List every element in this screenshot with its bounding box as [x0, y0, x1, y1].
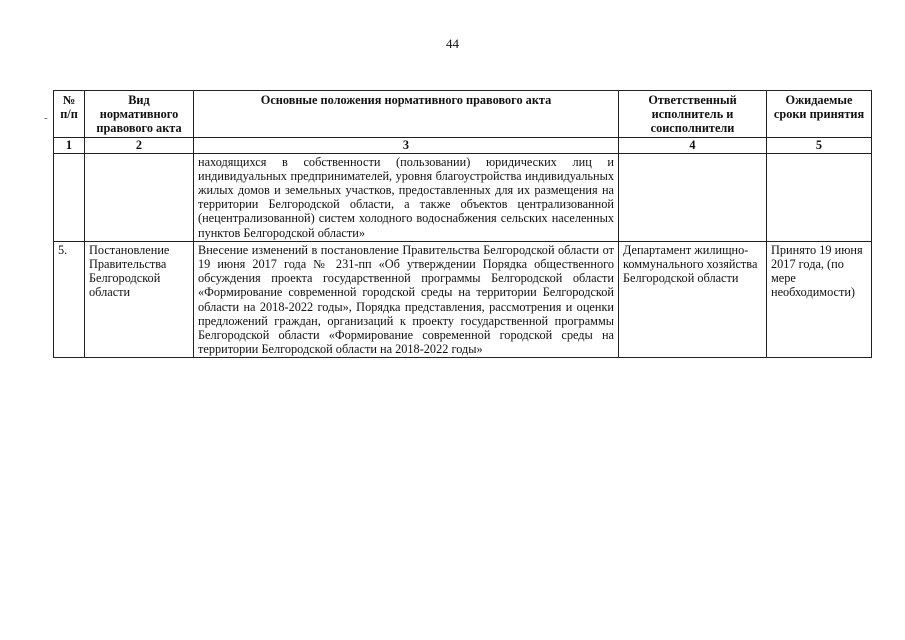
header-deadline: Ожидаемые сроки принятия	[767, 91, 872, 138]
header-responsible: Ответственный исполнитель и соисполнители	[619, 91, 767, 138]
column-number: 2	[85, 137, 194, 153]
row-number	[54, 153, 85, 241]
table-row	[54, 153, 872, 241]
table-header-row	[54, 91, 872, 138]
table-row	[54, 241, 872, 358]
responsible-party: Департамент жилищно-коммунального хозяйства Белгородской области	[619, 241, 767, 358]
expected-deadline: Принято 19 июня 2017 года, (по мере необходимости)	[767, 241, 872, 358]
responsible-party	[619, 153, 767, 241]
header-number: № п/п	[54, 91, 85, 138]
act-type	[85, 153, 194, 241]
column-number: 3	[194, 137, 619, 153]
page-number: 44	[446, 36, 459, 51]
row-number: 5.	[54, 241, 85, 358]
act-type: Постановление Правительства Белгородской области	[85, 241, 194, 358]
column-number: 5	[767, 137, 872, 153]
act-provisions: Внесение изменений в постановление Правительства Белгородской области от 19 июня 2017 года № 231-пп «Об утверждении Порядка общественного обсуждения проекта государственной программы Белгородской области «Формирование современной городской среды на территории Белгородской области на 2018-2022 годы», Порядка представления, рассмотрения и оценки предложений граждан, организаций к проекту государственной программы Белгородской области «Формирование современной городской среды на территории Белгородской области на 2018-2022 годы»	[194, 241, 619, 358]
margin-mark: -	[44, 112, 48, 124]
normative-acts-table	[53, 90, 872, 358]
column-number: 4	[619, 137, 767, 153]
column-number-row	[54, 137, 872, 153]
column-number: 1	[54, 137, 85, 153]
header-act-type: Вид нормативного правового акта	[85, 91, 194, 138]
expected-deadline	[767, 153, 872, 241]
act-provisions: находящихся в собственности (пользовании) юридических лиц и индивидуальных предпринимателей, уровня благоустройства индивидуальных жилых домов и земельных участков, предоставленных для их размещения на территории Белгородской области, а также объектов централизованной (нецентрализованной) систем холодного водоснабжения сельских населенных пунктов Белгородской области»	[194, 153, 619, 241]
header-main-provisions: Основные положения нормативного правового акта	[194, 91, 619, 138]
